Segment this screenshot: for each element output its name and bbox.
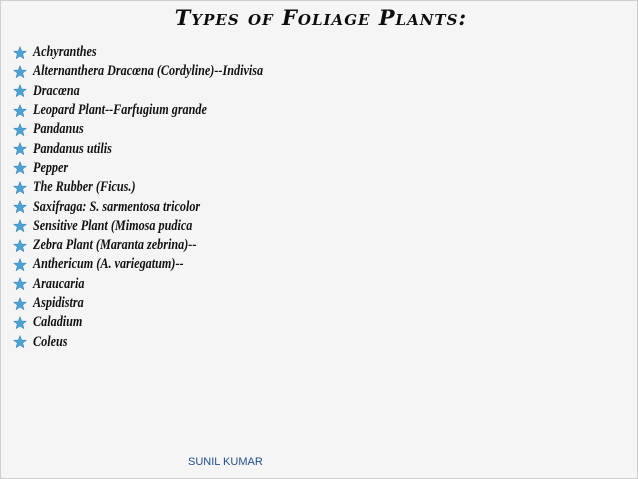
list-item (13, 139, 307, 158)
slide-title: Types of Foliage Plants: (174, 5, 468, 30)
list-item (13, 313, 307, 332)
list-item-label: Araucaria (33, 275, 85, 292)
list-item-label: Leopard Plant--Farfugium grande (33, 102, 207, 119)
list-item (13, 217, 307, 236)
list-item-label: Dracœna (33, 82, 80, 99)
list-item-label: Saxifraga: S. sarmentosa tricolor (33, 198, 201, 215)
list-item (13, 294, 307, 313)
list-item (13, 178, 307, 197)
star-bullet-icon (13, 258, 27, 272)
star-bullet-icon (13, 239, 27, 253)
list-item (13, 255, 307, 274)
list-item (13, 275, 307, 294)
list-item (13, 332, 307, 351)
list-item-label: Coleus (33, 333, 68, 350)
list-item-label: The Rubber (Ficus.) (33, 179, 136, 196)
list-item-label: Caladium (33, 314, 83, 331)
star-bullet-icon (13, 297, 27, 311)
star-bullet-icon (13, 219, 27, 233)
star-bullet-icon (13, 316, 27, 330)
list-item (13, 159, 307, 178)
plant-list (13, 43, 307, 352)
star-bullet-icon (13, 123, 27, 137)
star-bullet-icon (13, 104, 27, 118)
star-bullet-icon (13, 335, 27, 349)
star-bullet-icon (13, 277, 27, 291)
list-item (13, 120, 307, 139)
star-bullet-icon (13, 200, 27, 214)
list-item (13, 236, 307, 255)
list-item-label: Aspidistra (33, 295, 84, 311)
list-item (13, 101, 307, 120)
star-bullet-icon (13, 65, 27, 79)
star-bullet-icon (13, 84, 27, 98)
list-item-label: Pandanus utilis (33, 140, 112, 157)
list-item-label: Pepper (33, 159, 69, 176)
list-item-label: Sensitive Plant (Mimosa pudica (33, 217, 193, 234)
footer-author: SUNIL KUMAR (188, 456, 263, 468)
star-bullet-icon (13, 161, 27, 175)
list-item-label: Achyranthes (33, 44, 97, 61)
list-item-label: Alternanthera Dracœna (Cordyline)--Indivisa (33, 63, 264, 80)
list-item-label: Zebra Plant (Maranta zebrina)-- (33, 237, 197, 254)
list-item (13, 82, 307, 101)
list-item-label: Pandanus (33, 121, 84, 138)
star-bullet-icon (13, 181, 27, 195)
list-item (13, 62, 307, 81)
list-item (13, 197, 307, 216)
star-bullet-icon (13, 142, 27, 156)
star-bullet-icon (13, 46, 27, 60)
list-item-label: Anthericum (A. variegatum)-- (33, 256, 184, 273)
list-item (13, 43, 307, 62)
